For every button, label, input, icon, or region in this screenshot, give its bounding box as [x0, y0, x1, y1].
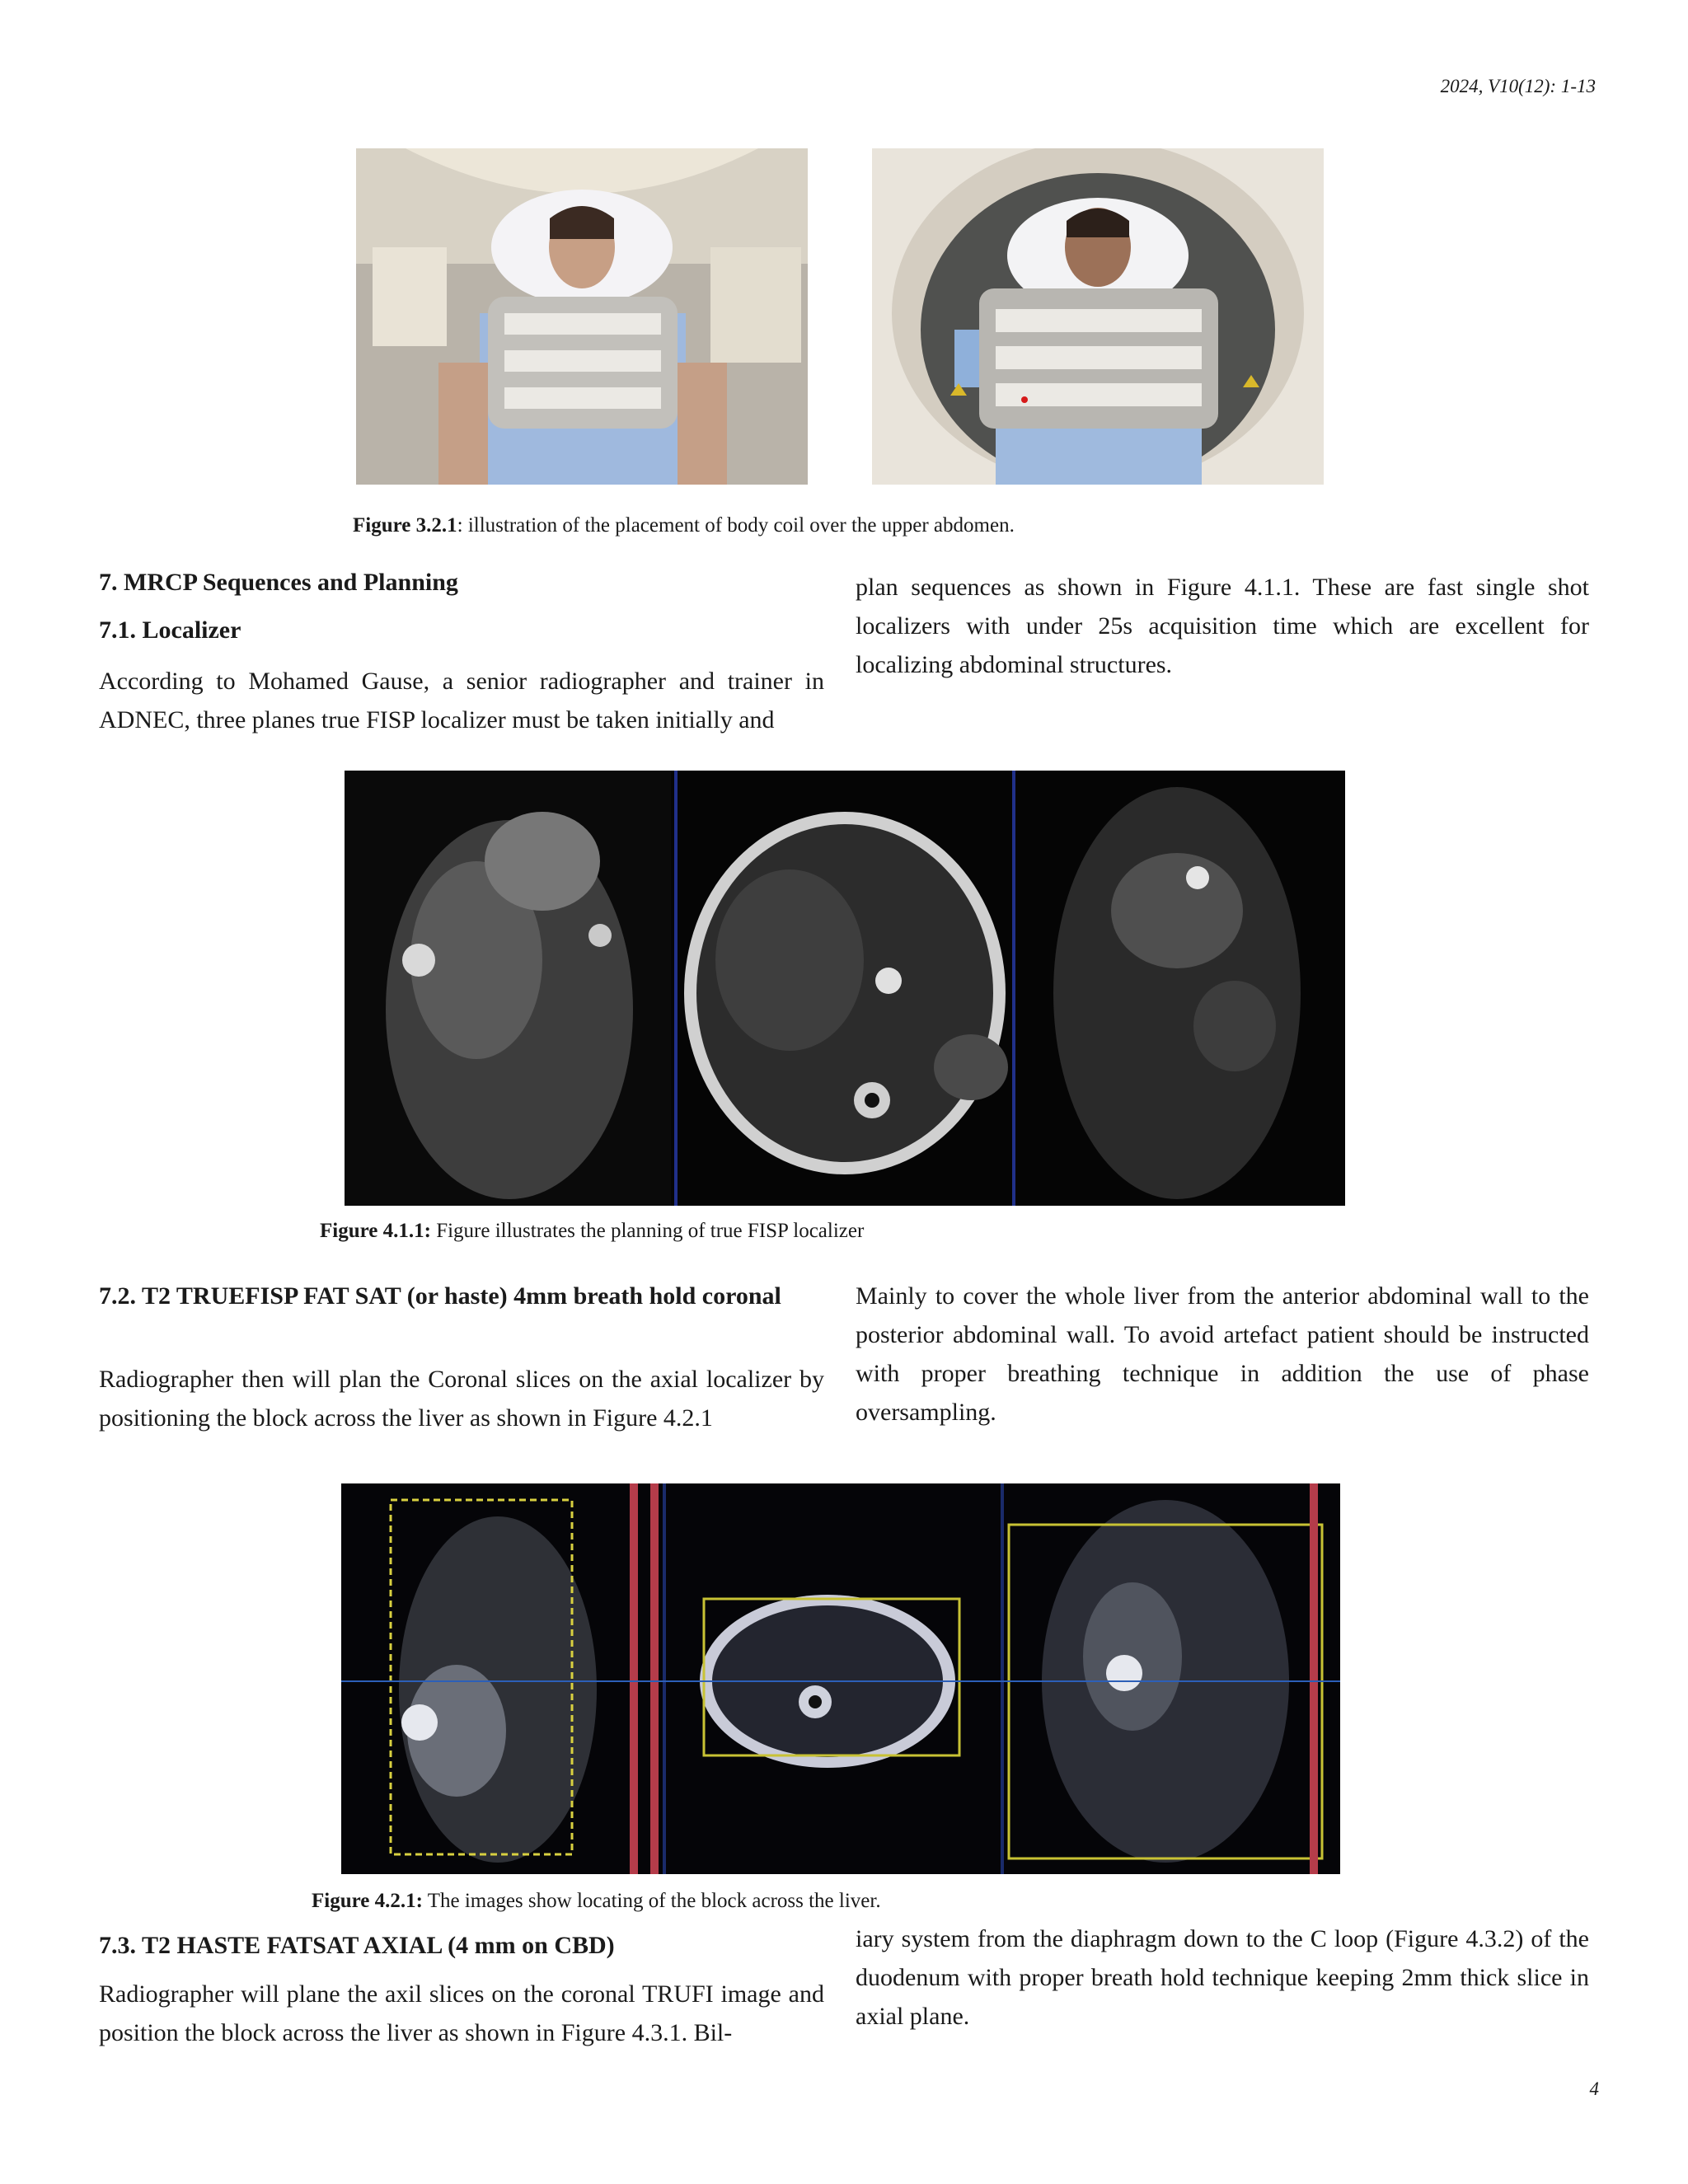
- figure-caption-4-2-1: [312, 1890, 881, 1913]
- figure-caption-text: : illustration of the placement of body coil over the upper abdomen.: [457, 514, 1015, 537]
- paragraph-7-1-left: According to Mohamed Gause, a senior radiographer and trainer in ADNEC, three planes true FISP localizer must be taken initially and: [99, 668, 824, 733]
- figure-label: Figure 4.1.1:: [320, 1220, 431, 1242]
- page-number: 4: [1589, 2079, 1599, 2099]
- journal-citation: 2024, V10(12): 1-13: [1440, 76, 1596, 96]
- paragraph-7-2-right: Mainly to cover the whole liver from the anterior abdominal wall to the posterior abdominal wall. To avoid artefact patient should be instructed with proper breathing technique in addition the use of phase oversampling.: [856, 1282, 1589, 1426]
- photo-body-coil-right: [872, 148, 1324, 485]
- mri-localizer-figure: [345, 771, 1345, 1206]
- figure-caption-4-1-1: [320, 1220, 864, 1243]
- paragraph-7-3-right: iary system from the diaphragm down to the C loop (Figure 4.3.2) of the duodenum with proper breath hold technique keeping 2mm thick slice in axial plane.: [856, 1925, 1589, 2030]
- section-heading-7: 7. MRCP Sequences and Planning: [99, 569, 458, 596]
- section-heading-7-1: 7.1. Localizer: [99, 616, 241, 644]
- section-heading-7-2-text: 7.2. T2 TRUEFISP FAT SAT (or haste) 4mm breath hold coronal: [99, 1282, 781, 1310]
- figure-label: Figure 4.2.1:: [312, 1890, 423, 1912]
- paragraph-7-1-right: plan sequences as shown in Figure 4.1.1. These are fast single shot localizers with under 25s acquisition time which are excellent for localizing abdominal structures.: [856, 574, 1589, 678]
- figure-caption-text: Figure illustrates the planning of true FISP localizer: [430, 1220, 865, 1242]
- figure-caption-text: The images show locating of the block across the liver.: [422, 1890, 881, 1912]
- paragraph-7-2-left: Radiographer then will plan the Coronal slices on the axial localizer by positioning the block across the liver as shown in Figure 4.2.1: [99, 1366, 824, 1432]
- figure-label: Figure 3.2.1: [353, 514, 457, 537]
- figure-caption-3-2-1: [353, 514, 1015, 537]
- photo-body-coil-left: [356, 148, 808, 485]
- paragraph-7-3-left: Radiographer will plane the axil slices on the coronal TRUFI image and position the block across the liver as shown in Figure 4.3.1. Bil-: [99, 1980, 824, 2046]
- section-heading-7-2: [99, 1277, 824, 1315]
- section-heading-7-3: 7.3. T2 HASTE FATSAT AXIAL (4 mm on CBD): [99, 1932, 615, 1959]
- mri-planning-figure: [341, 1483, 1340, 1874]
